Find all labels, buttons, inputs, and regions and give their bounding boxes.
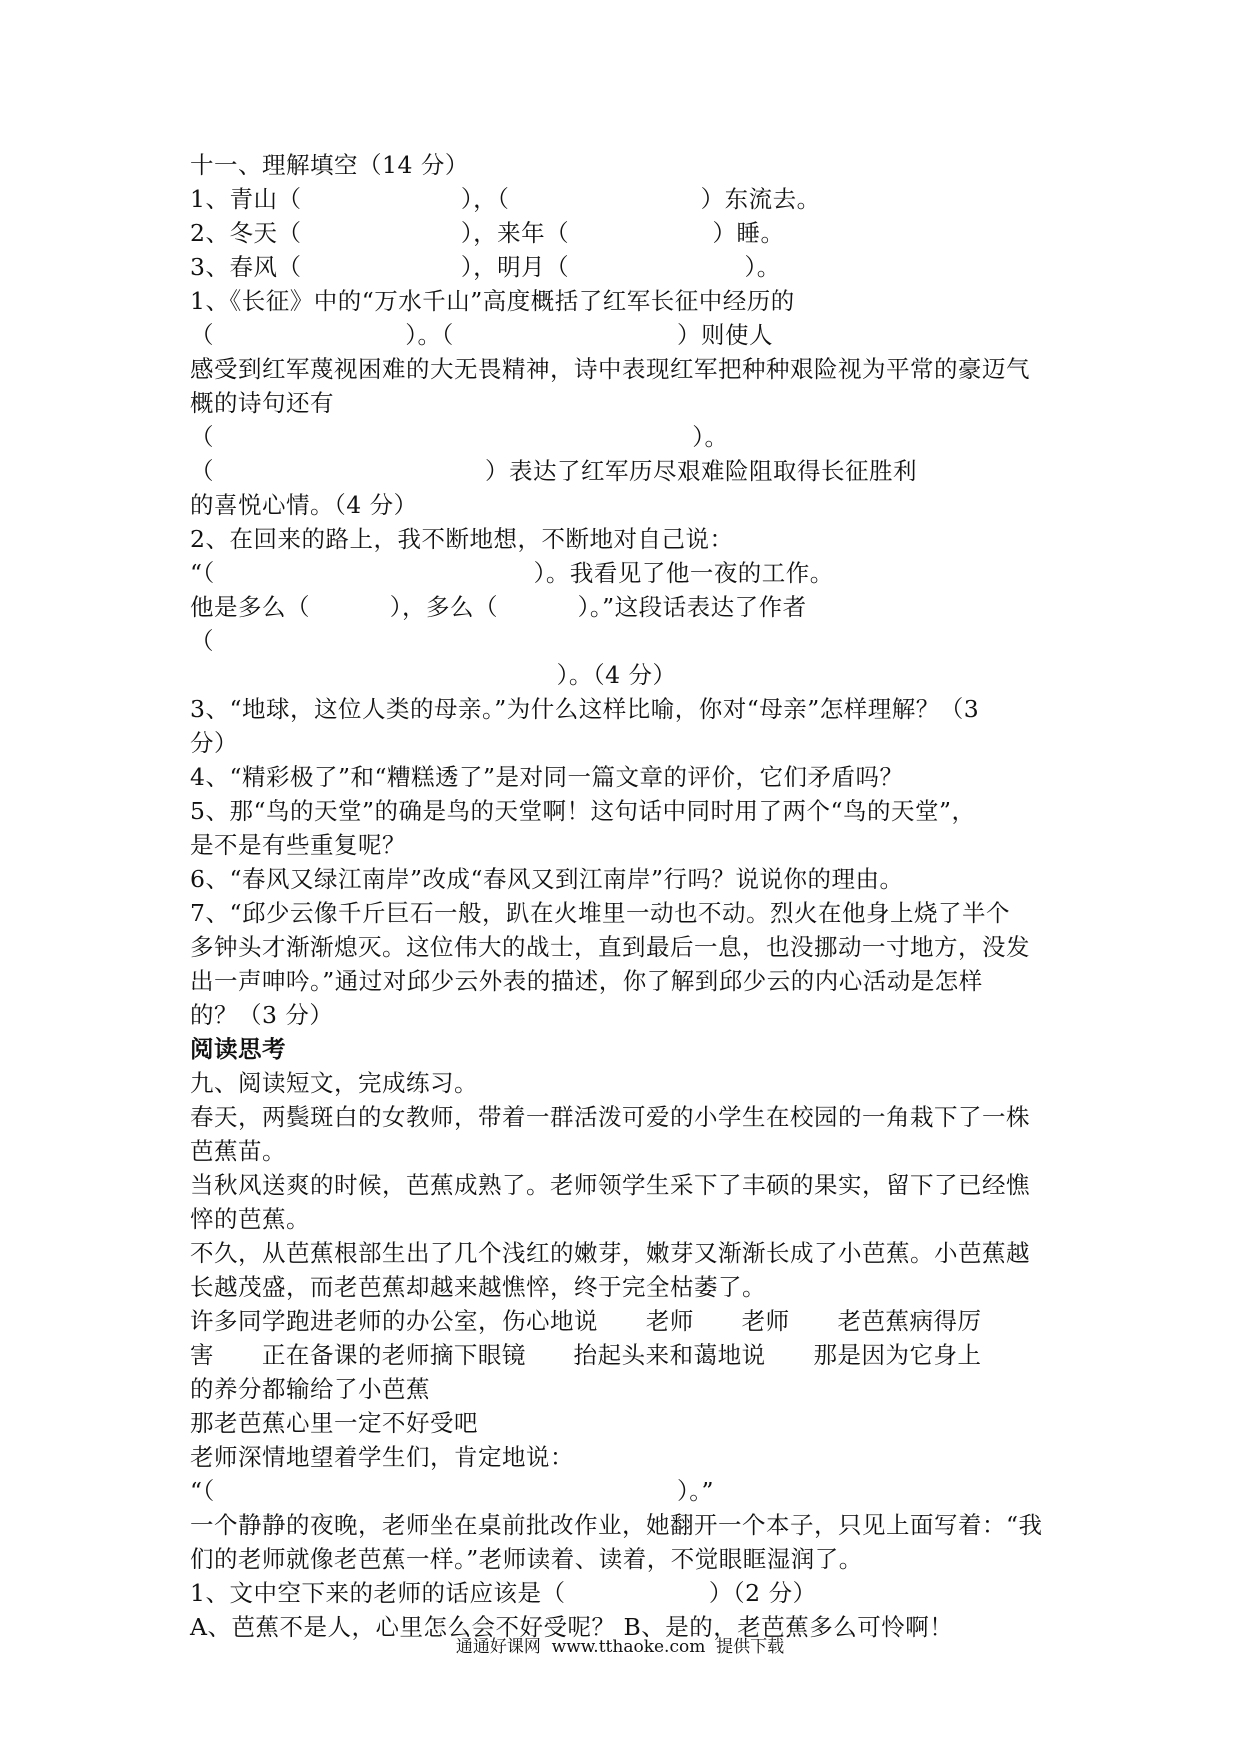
text-line: 那老芭蕉心里一定不好受吧 [190,1409,478,1437]
text-line: 3、“地球，这位人类的母亲。”为什么这样比喻，你对“母亲”怎样理解？（3 [190,695,980,723]
text-line: 感受到红军蔑视困难的大无畏精神，诗中表现红军把种种艰险视为平常的豪迈气 [190,355,1030,383]
text-line: 一个静静的夜晚，老师坐在桌前批改作业，她翻开一个本子，只见上面写着：“我 [190,1511,1043,1539]
text-line: （ ）。（ ）则使人 [190,321,773,349]
text-line: 他是多么（ ），多么（ ）。”这段话表达了作者 [190,593,807,621]
text-line: 春天，两鬓斑白的女教师，带着一群活泼可爱的小学生在校园的一角栽下了一株 [190,1103,1030,1131]
text-line: 6、“春风又绿江南岸”改成“春风又到江南岸”行吗？说说你的理由。 [190,865,904,893]
text-line: 许多同学跑进老师的办公室，伤心地说 老师 老师 老芭蕉病得厉 [190,1307,982,1335]
text-line: 3、春风（ ），明月（ ）。 [190,253,781,281]
text-line: 多钟头才渐渐熄灭。这位伟大的战士，直到最后一息，也没挪动一寸地方，没发 [190,933,1030,961]
text-line: 7、“邱少云像千斤巨石一般，趴在火堆里一动也不动。烈火在他身上烧了半个 [190,899,1010,927]
text-line: （ ）表达了红军历尽艰难险阻取得长征胜利 [190,457,917,485]
text-line: 2、在回来的路上，我不断地想，不断地对自己说： [190,525,734,553]
section-heading: 十一、理解填空（14 分） [190,151,469,179]
text-line: 芭蕉苗。 [190,1137,286,1165]
section-heading: 阅读思考 [190,1035,286,1063]
text-line: 长越茂盛，而老芭蕉却越来越憔悴，终于完全枯萎了。 [190,1273,766,1301]
text-line: 九、阅读短文，完成练习。 [190,1069,478,1097]
text-line: 当秋风送爽的时候，芭蕉成熟了。老师领学生采下了丰硕的果实，留下了已经憔 [190,1171,1030,1199]
text-line: 害 正在备课的老师摘下眼镜 抬起头来和蔼地说 那是因为它身上 [190,1341,982,1369]
text-line: 分） [190,729,238,757]
text-line: （ [190,627,214,655]
text-line: 出一声呻吟。”通过对邱少云外表的描述，你了解到邱少云的内心活动是怎样 [190,967,983,995]
text-line: 1、青山（ ），（ ）东流去。 [190,185,821,213]
text-line: 概的诗句还有 [190,389,334,417]
text-line: 悴的芭蕉。 [190,1205,310,1233]
text-line: 4、“精彩极了”和“糟糕透了”是对同一篇文章的评价，它们矛盾吗？ [190,763,904,791]
text-line: 2、冬天（ ），来年（ ）睡。 [190,219,785,247]
text-line: “（ ）。” [190,1477,715,1505]
footer-text: 通通好课网 www.tthaoke.com 提供下载 [455,1637,785,1657]
text-line: 们的老师就像老芭蕉一样。”老师读着、读着，不觉眼眶湿润了。 [190,1545,863,1573]
text-line: 老师深情地望着学生们，肯定地说： [190,1443,574,1471]
text-line: ）。（4 分） [190,661,677,689]
text-line: 1、文中空下来的老师的话应该是（ ）（2 分） [190,1579,817,1607]
text-line: 5、那“鸟的天堂”的确是鸟的天堂啊！这句话中同时用了两个“鸟的天堂”， [190,797,976,825]
text-line: （ ）。 [190,423,729,451]
text-line: A、芭蕉不是人，心里怎么会不好受呢？ B、是的，老芭蕉多么可怜啊！ [190,1613,954,1641]
text-line: 的？（3 分） [190,1001,334,1029]
text-line: “（ ）。我看见了他一夜的工作。 [190,559,834,587]
text-line: 不久，从芭蕉根部生出了几个浅红的嫩芽，嫩芽又渐渐长成了小芭蕉。小芭蕉越 [190,1239,1030,1267]
text-line: 1、《长征》中的“万水千山”高度概括了红军长征中经历的 [190,287,795,315]
text-line: 是不是有些重复呢？ [190,831,406,859]
text-line: 的养分都输给了小芭蕉 [190,1375,430,1403]
text-line: 的喜悦心情。（4 分） [190,491,418,519]
